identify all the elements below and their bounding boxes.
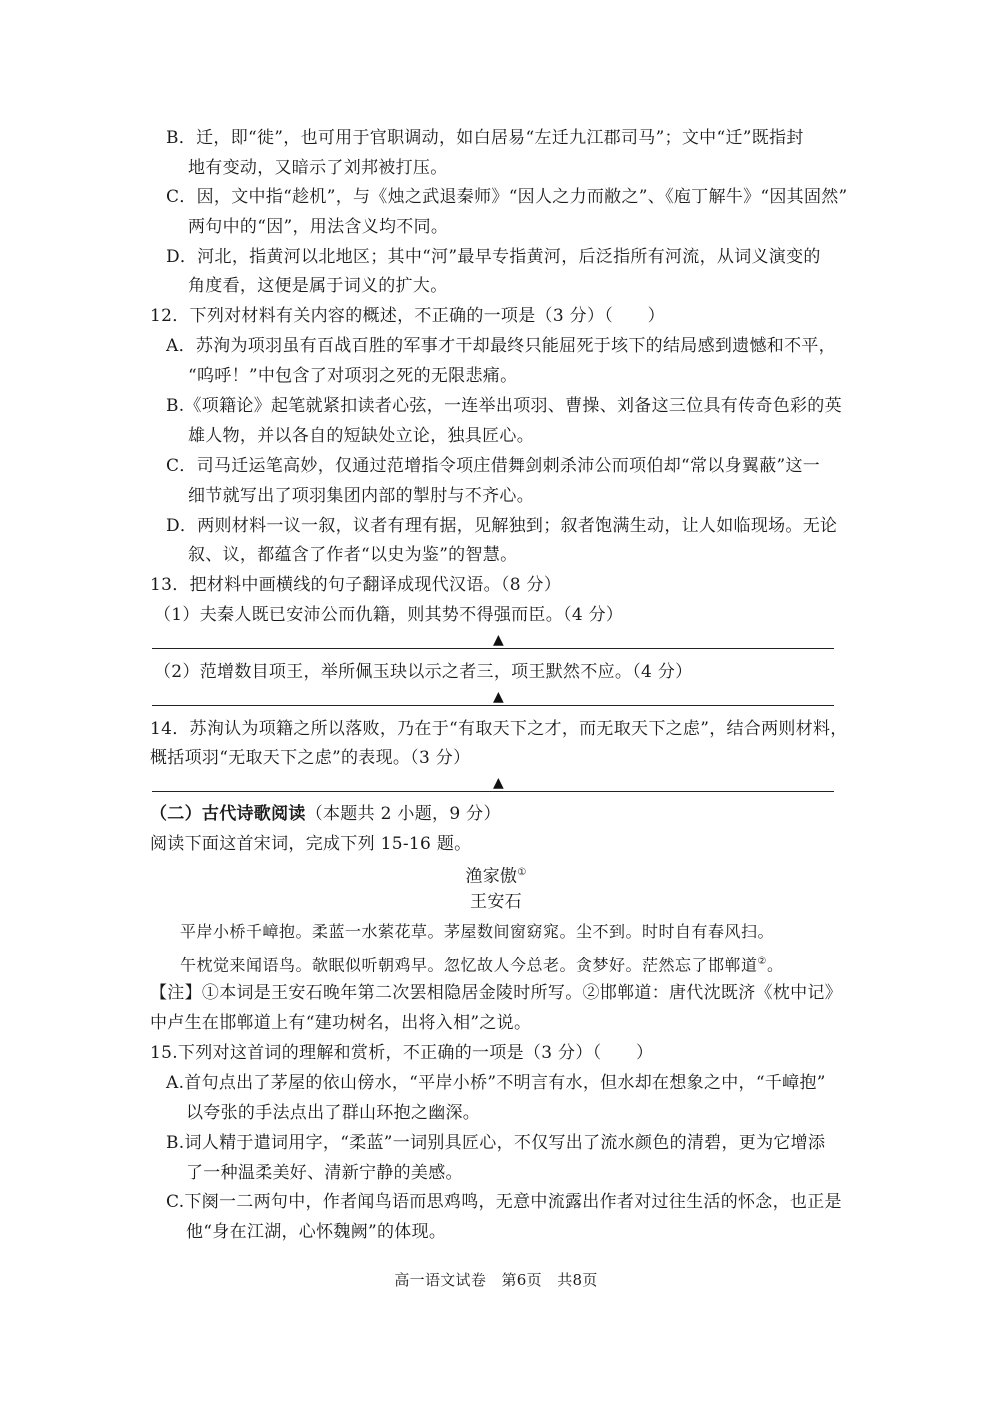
q15-stem: 15.下列对这首词的理解和赏析，不正确的一项是（3 分）（ ）	[150, 1043, 654, 1063]
q15-option-c-line2: 他“身在江湖，心怀魏阙”的体现。	[186, 1222, 447, 1242]
page-footer: 高一语文试卷 第6页 共8页	[394, 1271, 598, 1289]
q12-option-d-line2: 叙、议，都蕴含了作者“以史为鉴”的智慧。	[188, 545, 518, 565]
note-line-1: 【注】①本词是王安石晚年第二次罢相隐居金陵时所写。②邯郸道：唐代沈既济《枕中记》	[150, 983, 842, 1003]
poem-line-2-end: 。	[766, 955, 784, 975]
q12-option-a-line1: A．苏洵为项羽虽有百战百胜的军事才干却最终只能屈死于垓下的结局感到遗憾和不平，	[166, 336, 836, 356]
answer-marker-2: ▲	[493, 689, 504, 705]
q11-option-c-line2: 两句中的“因”，用法含义均不同。	[188, 217, 449, 237]
q13-sub1: （1）夫秦人既已安沛公而仇籍，则其势不得强而臣。（4 分）	[154, 605, 624, 625]
q12-option-a-line2: “呜呼！”中包含了对项羽之死的无限悲痛。	[188, 366, 518, 386]
q15-option-a-line1: A.首句点出了茅屋的依山傍水，“平岸小桥”不明言有水，但水却在想象之中，“千嶂抱”	[166, 1073, 826, 1093]
poem-line-1: 平岸小桥千嶂抱。柔蓝一水萦花草。茅屋数间窗窈窕。尘不到。时时自有春风扫。	[180, 922, 775, 941]
section-heading-rest: （本题共 2 小题，9 分）	[305, 804, 501, 824]
poem-line-2	[180, 950, 784, 977]
note-line-2: 中卢生在邯郸道上有“建功树名，出将入相”之说。	[150, 1013, 532, 1033]
q13-stem: 13．把材料中画横线的句子翻译成现代汉语。（8 分）	[150, 575, 562, 595]
poem-title	[0, 861, 992, 889]
q12-stem: 12．下列对材料有关内容的概述，不正确的一项是（3 分）（ ）	[150, 306, 665, 326]
section-instruction: 阅读下面这首宋词，完成下列 15-16 题。	[150, 834, 472, 854]
q12-option-c-line2: 细节就写出了项羽集团内部的掣肘与不齐心。	[188, 486, 534, 506]
q13-sub2: （2）范增数目项王，举所佩玉玦以示之者三，项王默然不应。（4 分）	[154, 662, 693, 682]
answer-marker-1: ▲	[493, 632, 504, 648]
poem-line-2-text: 午枕觉来闻语鸟。欹眠似听朝鸡早。忽忆故人今总老。贪梦好。茫然忘了邯郸道	[180, 955, 758, 975]
q12-option-b-line2: 雄人物，并以各自的短缺处立论，独具匠心。	[188, 426, 534, 446]
section-heading-bold: （二）古代诗歌阅读	[150, 804, 306, 824]
poem-line-2-note: ②	[757, 956, 767, 967]
q12-option-c-line1: C．司马迁运笔高妙，仅通过范增指令项庄借舞剑刺杀沛公而项伯却“常以身翼蔽”这一	[166, 456, 821, 476]
q11-option-d-line1: D．河北，指黄河以北地区；其中“河”最早专指黄河，后泛指所有河流，从词义演变的	[166, 247, 821, 267]
answer-line-2[interactable]	[152, 705, 834, 706]
section-heading	[150, 802, 501, 826]
q11-option-d-line2: 角度看，这便是属于词义的扩大。	[188, 276, 448, 296]
q15-option-c-line1: C.下阕一二两句中，作者闻鸟语而思鸡鸣，无意中流露出作者对过往生活的怀念，也正是	[166, 1192, 842, 1212]
answer-line-1[interactable]	[152, 648, 834, 649]
poem-title-note: ①	[517, 867, 527, 878]
q12-option-b-line1: B.《项籍论》起笔就紧扣读者心弦，一连举出项羽、曹操、刘备这三位具有传奇色彩的英	[166, 396, 842, 416]
q14-line1: 14．苏洵认为项籍之所以落败，乃在于“有取天下之才，而无取天下之虑”，结合两则材料，	[150, 719, 848, 739]
q12-option-d-line1: D．两则材料一议一叙，议者有理有据，见解独到；叙者饱满生动，让人如临现场。无论	[166, 516, 838, 536]
poem-title-text: 渔家傲	[465, 866, 518, 887]
answer-line-3[interactable]	[152, 791, 834, 792]
q11-option-b-line1: B．迁，即“徙”，也可用于官职调动，如白居易“左迁九江郡司马”；文中“迁”既指封	[166, 128, 804, 148]
q14-line2: 概括项羽“无取天下之虑”的表现。（3 分）	[150, 748, 471, 768]
q11-option-c-line1: C．因，文中指“趁机”，与《烛之武退秦师》“因人之力而敝之”、《庖丁解牛》“因其固然”	[166, 187, 848, 207]
q15-option-b-line2: 了一种温柔美好、清新宁静的美感。	[186, 1163, 463, 1183]
q15-option-a-line2: 以夸张的手法点出了群山环抱之幽深。	[186, 1103, 481, 1123]
poem-author: 王安石	[470, 892, 522, 912]
answer-marker-3: ▲	[493, 775, 504, 791]
q11-option-b-line2: 地有变动，又暗示了刘邦被打压。	[188, 158, 448, 178]
q15-option-b-line1: B.词人精于遣词用字，“柔蓝”一词别具匠心，不仅写出了流水颜色的清碧，更为它增添	[166, 1133, 826, 1153]
